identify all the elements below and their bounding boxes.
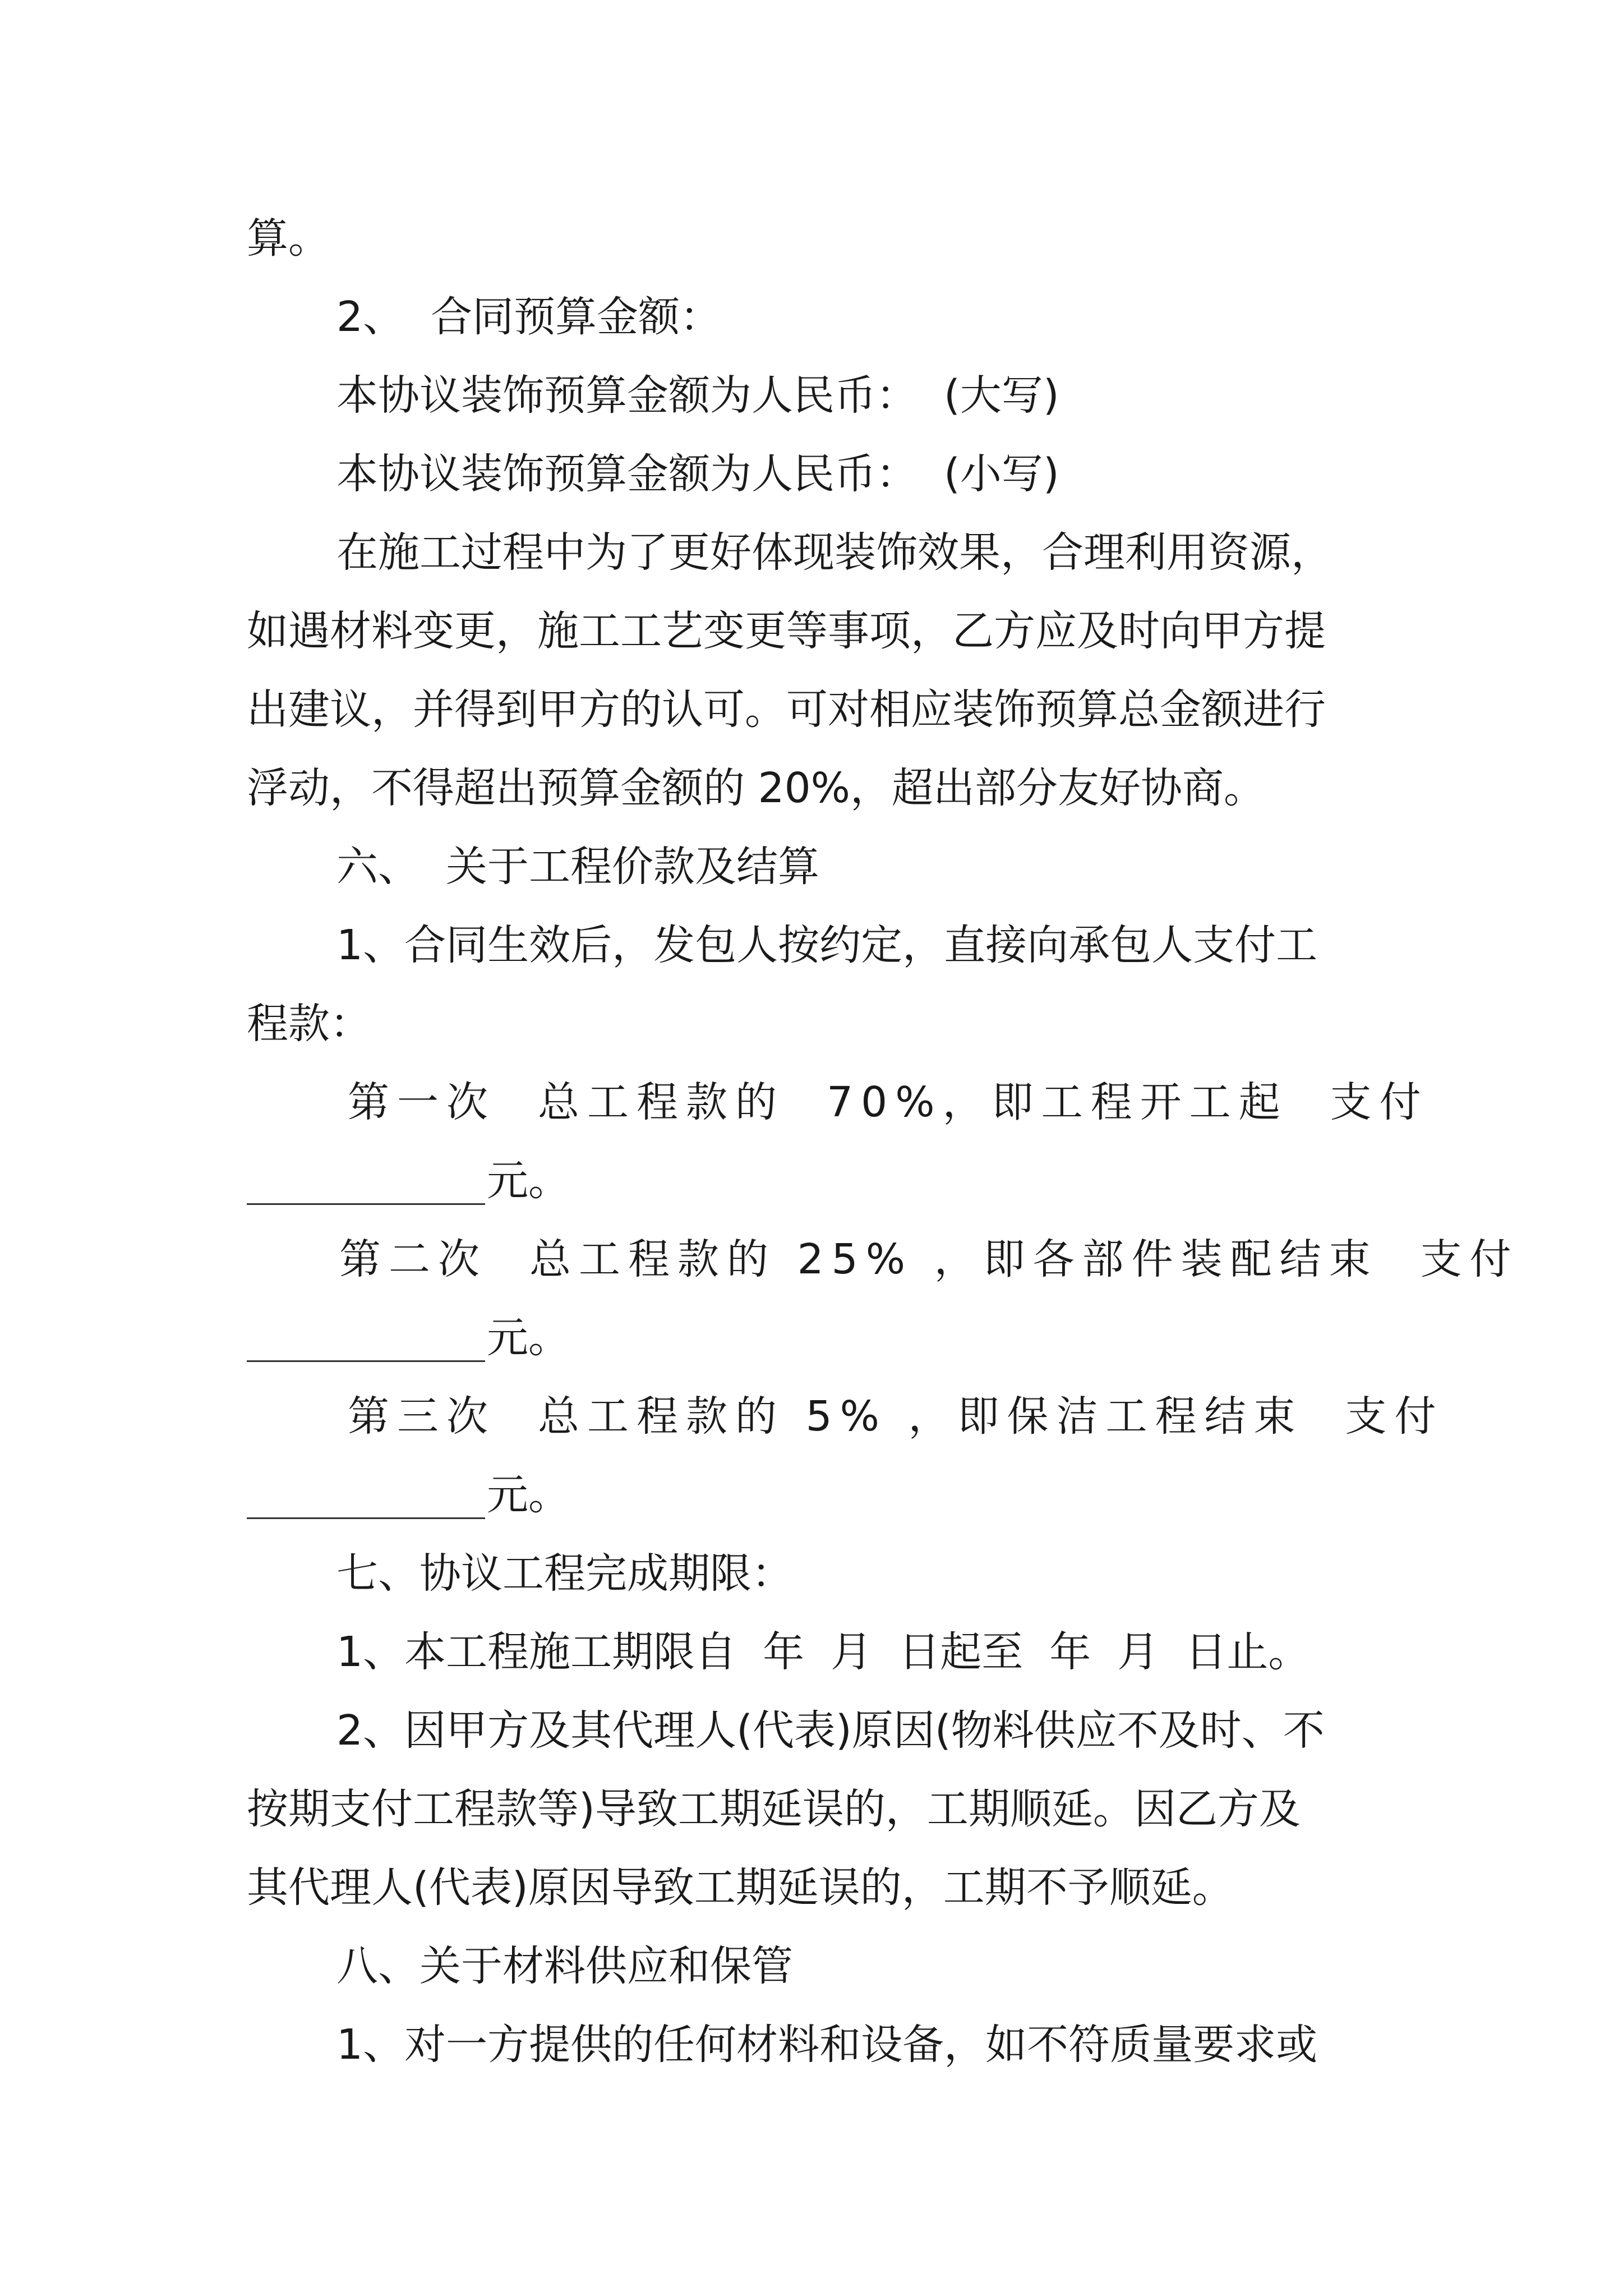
- paragraph-text: 1、对一方提供的任何材料和设备，如不符质量要求或: [336, 2021, 1318, 2069]
- section-heading: 六、 关于工程价款及结算: [336, 843, 820, 891]
- paragraph-text: 其代理人(代表)原因导致工期延误的，工期不予顺延。: [247, 1864, 1234, 1912]
- amount-unit: 元。: [487, 1157, 570, 1205]
- amount-unit: 元。: [487, 1314, 570, 1362]
- paragraph-text: 1、合同生效后，发包人按约定，直接向承包人支付工: [336, 921, 1318, 969]
- payment-line-third: 第三次 总工程款的 5% ，即保洁工程结束 支付: [348, 1392, 1444, 1441]
- paragraph-text: 本协议装饰预算金额为人民币： (大写): [336, 371, 1059, 420]
- paragraph-text: 1、本工程施工期限自 年 月 日起至 年 月 日止。: [336, 1628, 1310, 1676]
- amount-unit: 元。: [487, 1471, 570, 1519]
- section-heading: 2、 合同预算金额：: [336, 293, 722, 341]
- paragraph-text: 算。: [247, 214, 330, 263]
- paragraph-text: 出建议，并得到甲方的认可。可对相应装饰预算总金额进行: [247, 685, 1326, 734]
- amount-underline: [247, 1517, 485, 1519]
- payment-blank-second: [247, 1299, 1391, 1377]
- paragraph-text: 本协议装饰预算金额为人民币： (小写): [336, 450, 1059, 498]
- payment-blank-third: [247, 1456, 1391, 1534]
- section-heading: 七、协议工程完成期限：: [336, 1549, 793, 1598]
- amount-underline: [247, 1360, 485, 1362]
- paragraph-text: 程款：: [247, 1000, 371, 1048]
- paragraph-text: 2、因甲方及其代理人(代表)原因(物料供应不及时、不: [336, 1706, 1325, 1755]
- paragraph-text: 按期支付工程款等)导致工期延误的，工期顺延。因乙方及: [247, 1785, 1301, 1833]
- paragraph-text: 浮动，不得超出预算金额的 20%，超出部分友好协商。: [247, 764, 1265, 812]
- section-heading: 八、关于材料供应和保管: [336, 1942, 793, 1990]
- paragraph-text: 如遇材料变更，施工工艺变更等事项，乙方应及时向甲方提: [247, 607, 1326, 655]
- payment-line-second: 第二次 总工程款的 25% ，即各部件装配结束 支付: [339, 1235, 1519, 1283]
- payment-line-first: 第一次 总工程款的 70%，即工程开工起 支付: [348, 1078, 1429, 1126]
- payment-blank-first: [247, 1142, 1391, 1220]
- paragraph-text: 在施工过程中为了更好体现装饰效果，合理利用资源，: [336, 528, 1332, 577]
- amount-underline: [247, 1203, 485, 1205]
